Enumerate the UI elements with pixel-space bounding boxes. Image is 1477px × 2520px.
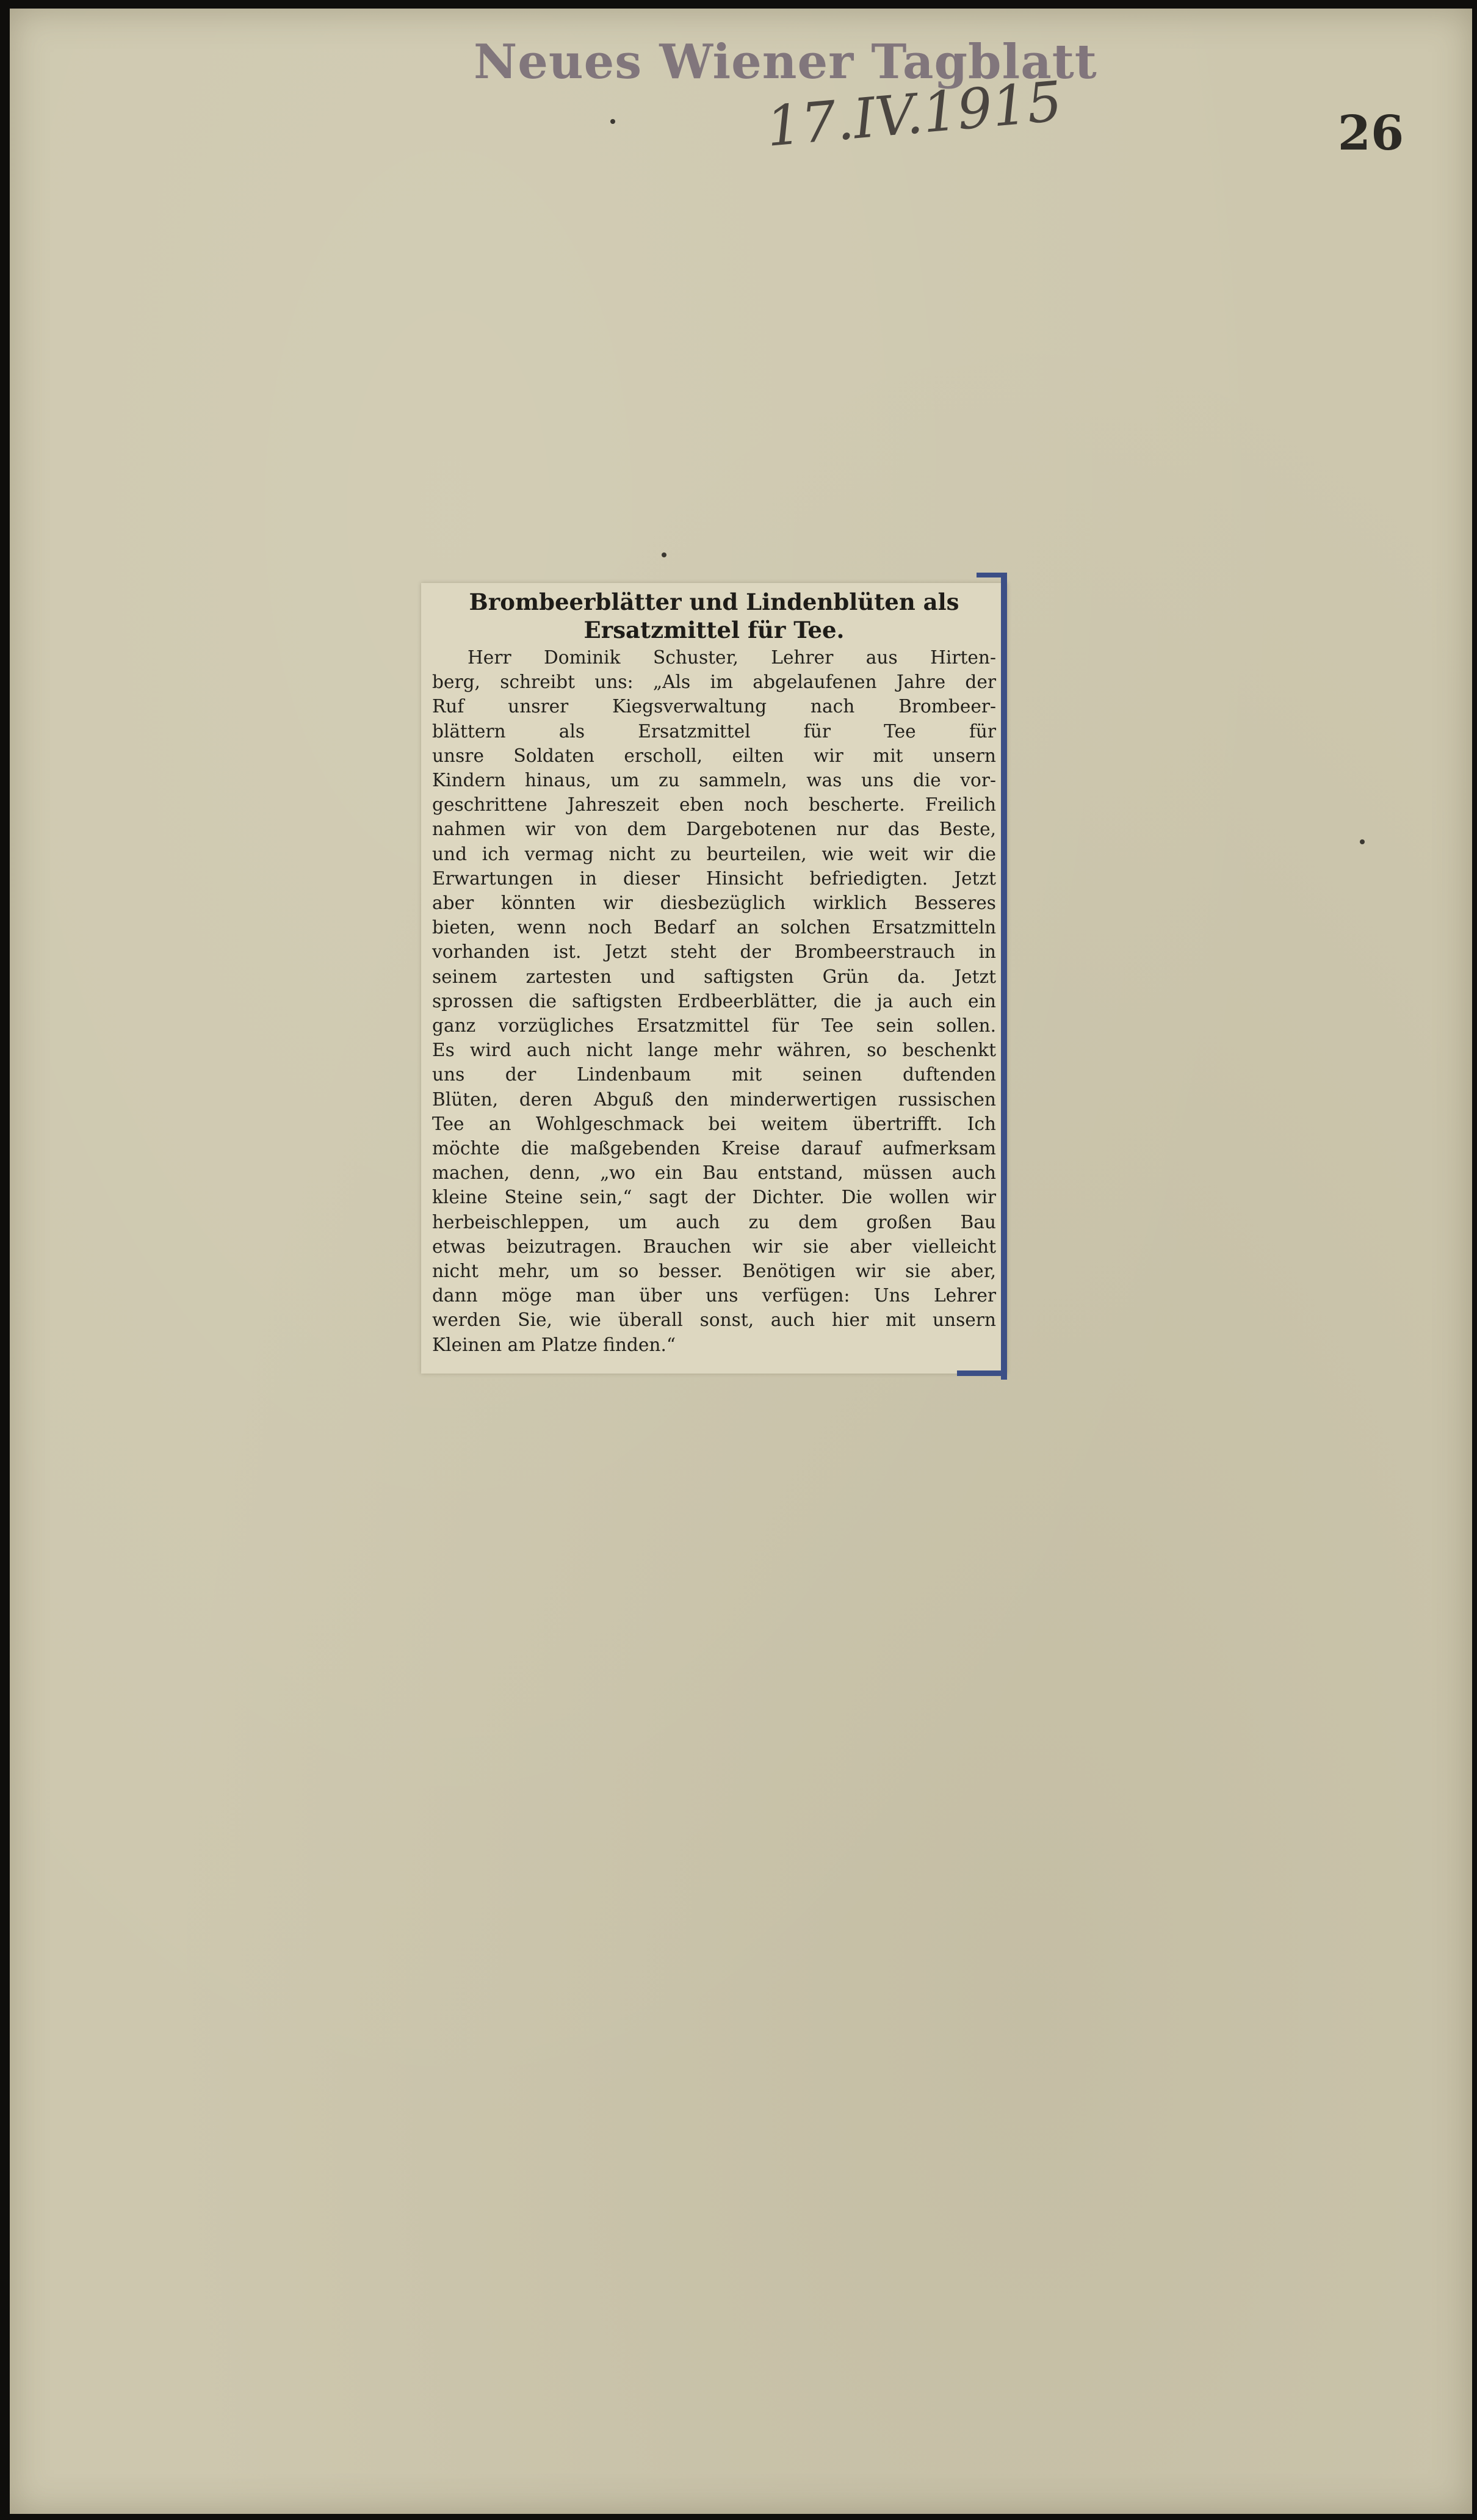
paper-speck [610, 119, 615, 124]
body-line: aber könnten wir diesbezüglich wirklich Besseres [432, 892, 996, 914]
body-line: nahmen wir von dem Dargebotenen nur das Beste, [432, 819, 996, 840]
body-line: sprossen die saftigsten Erdbeerblätter, die ja auch ein [432, 990, 996, 1012]
body-line: blättern als Ersatzmittel für Tee für [432, 720, 996, 742]
body-line: herbeischleppen, um auch zu dem großen Bau [432, 1211, 996, 1233]
pencil-mark-right [1001, 574, 1007, 1380]
article-body [432, 645, 996, 1357]
body-line: etwas beizutragen. Brauchen wir sie aber vielleicht [432, 1236, 996, 1257]
newspaper-clipping [421, 583, 1007, 1374]
handwritten-date: 17.IV.1915 [764, 69, 1065, 159]
body-line: werden Sie, wie überall sonst, auch hier mit unsern [432, 1309, 996, 1331]
headline-line: Brombeerblätter und Lindenblüten als [469, 588, 959, 615]
body-line: geschrittene Jahreszeit eben noch bescherte. Freilich [432, 794, 996, 816]
body-line: berg, schreibt uns: „Als im abgelaufenen Jahre der [432, 672, 996, 693]
body-line: nicht mehr, um so besser. Benötigen wir sie aber, [432, 1261, 996, 1282]
body-line: möchte die maßgebenden Kreise darauf aufmerksam [432, 1138, 996, 1159]
body-line: Blüten, deren Abguß den minderwertigen russischen [432, 1088, 996, 1110]
body-line: machen, denn, „wo ein Bau entstand, müssen auch [432, 1162, 996, 1184]
body-line: bieten, wenn noch Bedarf an solchen Ersatzmitteln [432, 917, 996, 938]
pencil-mark-bottom [957, 1370, 1007, 1376]
body-line: Herr Dominik Schuster, Lehrer aus Hirten- [468, 647, 996, 668]
body-line: dann möge man über uns verfügen: Uns Lehrer [432, 1285, 996, 1306]
article-headline [432, 588, 996, 644]
body-line: Tee an Wohlgeschmack bei weitem übertrifft. Ich [432, 1113, 996, 1134]
body-line: Erwartungen in dieser Hinsicht befriedigten. Jetzt [432, 867, 996, 889]
body-line: und ich vermag nicht zu beurteilen, wie weit wir die [432, 843, 996, 864]
body-line: kleine Steine sein,“ sagt der Dichter. Die wollen wir [432, 1187, 996, 1208]
body-line: Kleinen am Platze finden.“ [432, 1334, 676, 1355]
body-line: Kindern hinaus, um zu sammeln, was uns die vor- [432, 770, 996, 791]
newspaper-name-stamp: Neues Wiener Tagblatt [474, 34, 1097, 90]
body-line: Ruf unsrer Kiegsverwaltung nach Brombeer- [432, 696, 996, 717]
body-line: Es wird auch nicht lange mehr währen, so beschenkt [432, 1040, 996, 1061]
body-line: ganz vorzügliches Ersatzmittel für Tee sein sollen. [432, 1015, 996, 1037]
body-line: vorhanden ist. Jetzt steht der Brombeerstrauch in [432, 941, 996, 963]
paper-speck [662, 552, 666, 557]
body-line: unsre Soldaten erscholl, eilten wir mit unsern [432, 745, 996, 766]
body-line: uns der Lindenbaum mit seinen duftenden [432, 1064, 996, 1085]
headline-line: Ersatzmittel für Tee. [583, 617, 845, 643]
page-number: 26 [1337, 106, 1404, 161]
body-line: seinem zartesten und saftigsten Grün da. Jetzt [432, 966, 996, 987]
paper-speck [1360, 839, 1365, 844]
